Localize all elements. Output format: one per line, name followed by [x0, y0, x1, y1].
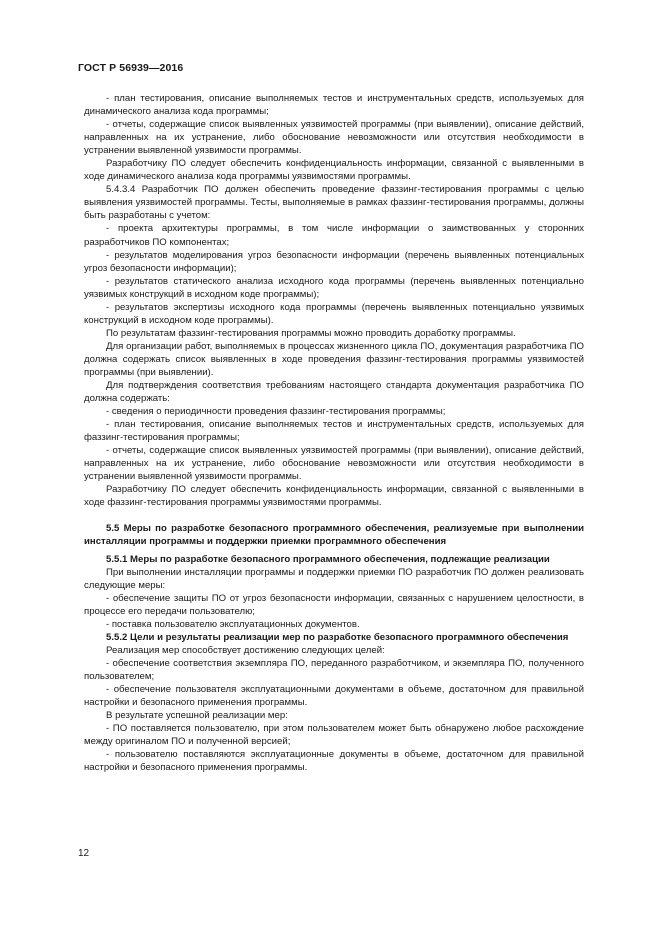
section-5-5-1-heading: 5.5.1 Меры по разработке безопасного программного обеспечения, подлежащие реализации [106, 553, 550, 565]
paragraph: В результате успешной реализации мер: [106, 710, 288, 722]
list-item: - обеспечение защиты ПО от угроз безопасности информации, связанных с нарушением целостности, в процессе его передачи пользователю; [84, 592, 584, 617]
paragraph: По результатам фаззинг-тестирования программы можно проводить доработку программы. [106, 327, 516, 339]
paragraph: Разработчику ПО следует обеспечить конфиденциальность информации, связанной с выявленными в ходе фаззинг-тестирования программы уязвимостями программы. [84, 484, 584, 509]
list-item: - отчеты, содержащие список выявленных уязвимостей программы (при выявлении), описание действий, направленных на их устранение, либо обоснование невозможности или отсутствия необходимости в устранении выявленной уязвимости программы. [84, 445, 584, 483]
paragraph: Разработчику ПО следует обеспечить конфиденциальность информации, связанной с выявленными в ходе динамического анализа кода программы уязвимостями программы. [84, 158, 584, 183]
list-item: - результатов экспертизы исходного кода программы (перечень выявленных потенциально уязвимых конструкций в исходном коде программы). [84, 301, 584, 326]
list-item: - проекта архитектуры программы, в том числе информации о заимствованных у сторонних разработчиков ПО компонентах; [84, 223, 584, 248]
list-item: - отчеты, содержащие список выявленных уязвимостей программы (при выявлении), описание действий, направленных на их устранение, либо обоснование невозможности или отсутствия необходимости в устранении выявленной уязвимости программы. [84, 119, 584, 157]
list-item: - пользователю поставляются эксплуатационные документы в объеме, достаточном для правильной настройки и безопасного применения программы. [84, 749, 584, 774]
paragraph: Реализация мер способствует достижению следующих целей: [106, 644, 385, 656]
document-code-header: ГОСТ Р 56939—2016 [78, 62, 184, 74]
paragraph: Для организации работ, выполняемых в процессах жизненного цикла ПО, документация разработчика ПО должна содержать список выявленных в ходе проведения фаззинг-тестирования программы уязвимостей программы (при выявлении). [84, 340, 584, 378]
list-item: - план тестирования, описание выполняемых тестов и инструментальных средств, используемых для фаззинг-тестирования программы; [84, 419, 584, 444]
list-item: - план тестирования, описание выполняемых тестов и инструментальных средств, используемых для динамического анализа кода программы; [84, 93, 584, 118]
list-item: - обеспечение пользователя эксплуатационными документами в объеме, достаточном для правильной настройки и безопасного применения программы. [84, 684, 584, 709]
list-item: - результатов моделирования угроз безопасности информации (перечень выявленных потенциальных угроз безопасности информации); [84, 249, 584, 274]
paragraph: Для подтверждения соответствия требованиям настоящего стандарта документация разработчика ПО должна содержать: [84, 380, 584, 405]
list-item: - обеспечение соответствия экземпляра ПО, переданного разработчиком, и экземпляра ПО, полученного пользователем; [84, 657, 584, 683]
page-number: 12 [78, 848, 90, 859]
paragraph: При выполнении инсталляции программы и поддержки приемки ПО разработчик ПО должен реализовать следующие меры: [84, 566, 584, 591]
list-item: - ПО поставляется пользователю, при этом пользователем может быть обнаружено любое расхождение между оригиналом ПО и полученной версией; [84, 723, 584, 748]
section-5-5-2-heading: 5.5.2 Цели и результаты реализации мер по разработке безопасного программного обеспечения [106, 631, 569, 643]
list-item: - результатов статического анализа исходного кода программы (перечень выявленных потенциально уязвимых конструкций в исходном коде программы); [84, 275, 584, 300]
document-body [84, 92, 584, 774]
list-item: - поставка пользователю эксплуатационных документов. [106, 618, 360, 630]
list-item: - сведения о периодичности проведения фаззинг-тестирования программы; [106, 406, 446, 418]
section-5-5-heading: 5.5 Меры по разработке безопасного программного обеспечения, реализуемые при выполнении инсталляции программы и поддержки приемки программного обеспечения [84, 522, 584, 547]
clause-5-4-3-4: 5.4.3.4 Разработчик ПО должен обеспечить проведение фаззинг-тестирования программы с целью выявления уязвимостей программы. Тесты, выполняемые в рамках фаззинг-тестирования программы, должны быть разработаны с учетом: [84, 184, 584, 222]
